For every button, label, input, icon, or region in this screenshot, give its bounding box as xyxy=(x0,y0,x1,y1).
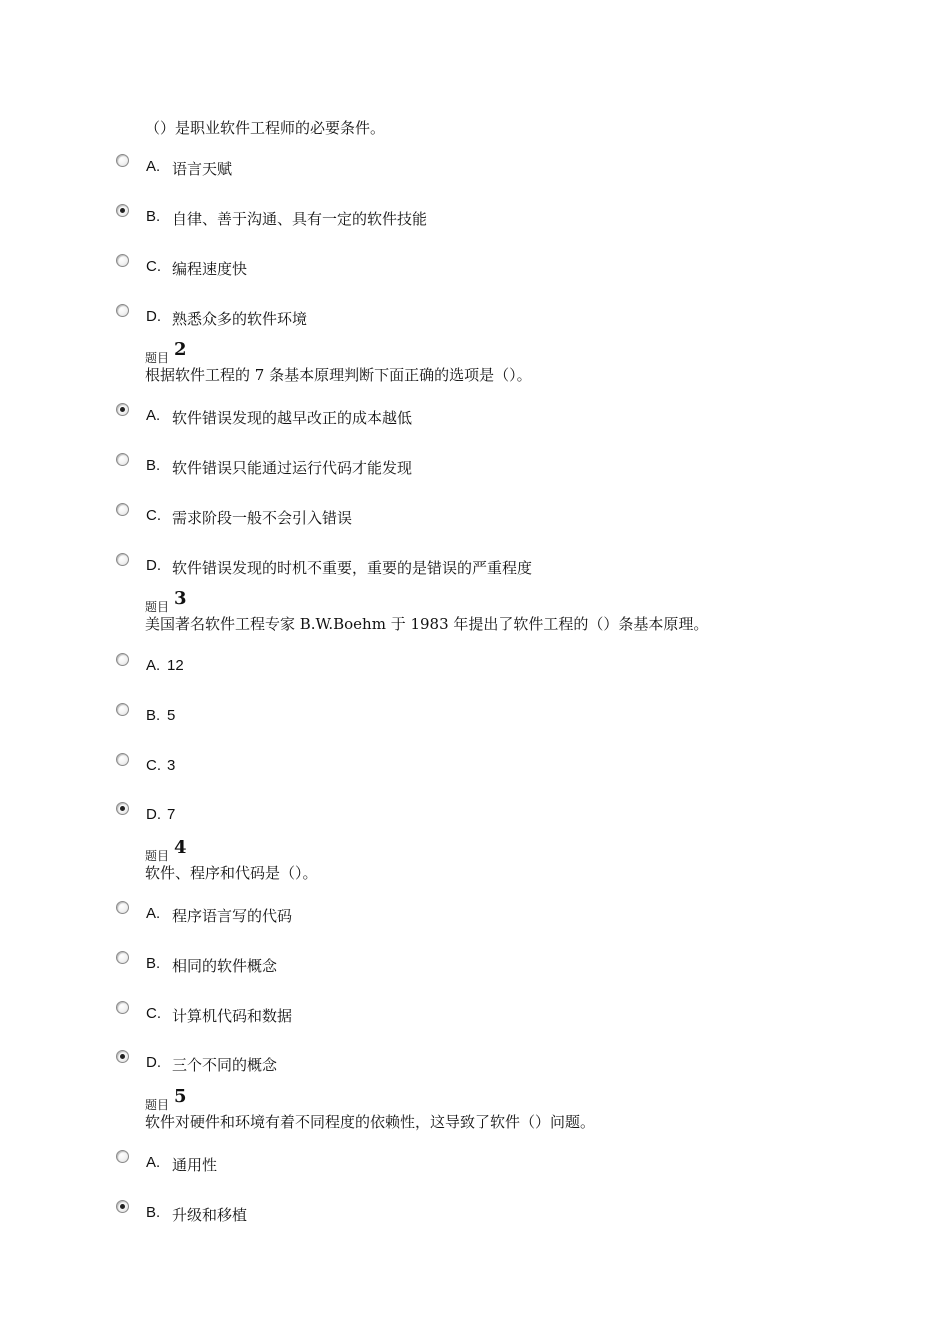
option-letter: D. xyxy=(146,806,161,823)
option-text: 7 xyxy=(167,806,176,823)
option-letter: A. xyxy=(146,1154,161,1171)
radio-icon[interactable] xyxy=(116,154,129,167)
option-text: 5 xyxy=(167,707,176,724)
question-text: 软件对硬件和环境有着不同程度的依赖性，这导致了软件（）问题。 xyxy=(145,1113,596,1131)
question-3 xyxy=(145,588,709,634)
radio-icon[interactable] xyxy=(116,703,129,716)
option-text: 3 xyxy=(167,757,176,774)
option-letter: A. xyxy=(146,905,161,922)
option-text: 需求阶段一般不会引入错误 xyxy=(172,509,353,527)
radio-icon[interactable] xyxy=(116,753,129,766)
option-letter: A. xyxy=(146,407,161,424)
option-text: 自律、善于沟通、具有一定的软件技能 xyxy=(172,210,428,228)
question-header xyxy=(145,837,318,863)
question-label: 题目 xyxy=(145,849,170,863)
option-text: 软件错误发现的时机不重要，重要的是错误的严重程度 xyxy=(172,559,533,577)
option-letter: B. xyxy=(146,955,161,972)
question-1 xyxy=(145,118,385,138)
option-letter: B. xyxy=(146,1204,161,1221)
option-letter: B. xyxy=(146,208,161,225)
option-letter: D. xyxy=(146,1054,161,1071)
question-header xyxy=(145,339,532,365)
option-1d[interactable] xyxy=(0,304,700,334)
option-text: 编程速度快 xyxy=(172,260,248,278)
option-text: 计算机代码和数据 xyxy=(172,1007,293,1025)
option-text: 相同的软件概念 xyxy=(172,957,278,975)
question-4 xyxy=(145,837,318,883)
question-number: 5 xyxy=(174,1086,187,1107)
option-letter: C. xyxy=(146,507,161,524)
option-text: 程序语言写的代码 xyxy=(172,907,293,925)
option-letter: D. xyxy=(146,557,161,574)
question-header xyxy=(145,1086,595,1112)
radio-icon[interactable] xyxy=(116,901,129,914)
radio-icon[interactable] xyxy=(116,254,129,267)
option-5a[interactable] xyxy=(0,1150,700,1180)
option-letter: C. xyxy=(146,757,161,774)
option-1a[interactable] xyxy=(0,154,700,184)
option-text: 12 xyxy=(167,657,184,674)
option-2c[interactable] xyxy=(0,503,700,533)
radio-checked-icon[interactable] xyxy=(116,802,129,815)
question-number: 3 xyxy=(174,588,187,609)
radio-icon[interactable] xyxy=(116,951,129,964)
question-label: 题目 xyxy=(145,600,170,614)
option-3a[interactable] xyxy=(0,653,700,683)
option-5b[interactable] xyxy=(0,1200,700,1230)
option-text: 升级和移植 xyxy=(172,1206,248,1224)
radio-icon[interactable] xyxy=(116,453,129,466)
option-2d[interactable] xyxy=(0,553,700,583)
option-letter: C. xyxy=(146,258,161,275)
option-text: 软件错误只能通过运行代码才能发现 xyxy=(172,459,413,477)
question-label: 题目 xyxy=(145,351,170,365)
question-text: 美国著名软件工程专家 B.W.Boehm 于 1983 年提出了软件工程的（）条基本原理。 xyxy=(145,615,709,633)
option-letter: D. xyxy=(146,308,161,325)
question-text: 根据软件工程的 7 条基本原理判断下面正确的选项是（）。 xyxy=(145,366,532,384)
question-label: 题目 xyxy=(145,1098,170,1112)
question-number: 2 xyxy=(174,339,187,360)
question-text: 软件、程序和代码是（）。 xyxy=(145,864,318,882)
radio-icon[interactable] xyxy=(116,553,129,566)
option-4c[interactable] xyxy=(0,1001,700,1031)
option-3d[interactable] xyxy=(0,802,700,832)
radio-checked-icon[interactable] xyxy=(116,1200,129,1213)
radio-icon[interactable] xyxy=(116,1001,129,1014)
option-letter: B. xyxy=(146,707,161,724)
option-text: 软件错误发现的越早改正的成本越低 xyxy=(172,409,413,427)
radio-icon[interactable] xyxy=(116,503,129,516)
question-header xyxy=(145,588,708,614)
option-4d[interactable] xyxy=(0,1050,700,1080)
option-4a[interactable] xyxy=(0,901,700,931)
option-3c[interactable] xyxy=(0,753,700,783)
question-number: 4 xyxy=(174,837,187,858)
radio-icon[interactable] xyxy=(116,653,129,666)
option-2a[interactable] xyxy=(0,403,700,433)
radio-icon[interactable] xyxy=(116,1150,129,1163)
option-letter: A. xyxy=(146,158,161,175)
option-3b[interactable] xyxy=(0,703,700,733)
option-4b[interactable] xyxy=(0,951,700,981)
option-1c[interactable] xyxy=(0,254,700,284)
option-letter: C. xyxy=(146,1005,161,1022)
question-2 xyxy=(145,339,532,385)
radio-checked-icon[interactable] xyxy=(116,204,129,217)
option-text: 熟悉众多的软件环境 xyxy=(172,310,308,328)
option-text: 通用性 xyxy=(172,1156,218,1174)
option-letter: B. xyxy=(146,457,161,474)
question-5 xyxy=(145,1086,596,1132)
radio-icon[interactable] xyxy=(116,304,129,317)
option-letter: A. xyxy=(146,657,161,674)
option-2b[interactable] xyxy=(0,453,700,483)
radio-checked-icon[interactable] xyxy=(116,1050,129,1063)
option-text: 三个不同的概念 xyxy=(172,1056,278,1074)
option-1b[interactable] xyxy=(0,204,700,234)
radio-checked-icon[interactable] xyxy=(116,403,129,416)
option-text: 语言天赋 xyxy=(172,160,233,178)
question-text: （）是职业软件工程师的必要条件。 xyxy=(145,119,386,137)
